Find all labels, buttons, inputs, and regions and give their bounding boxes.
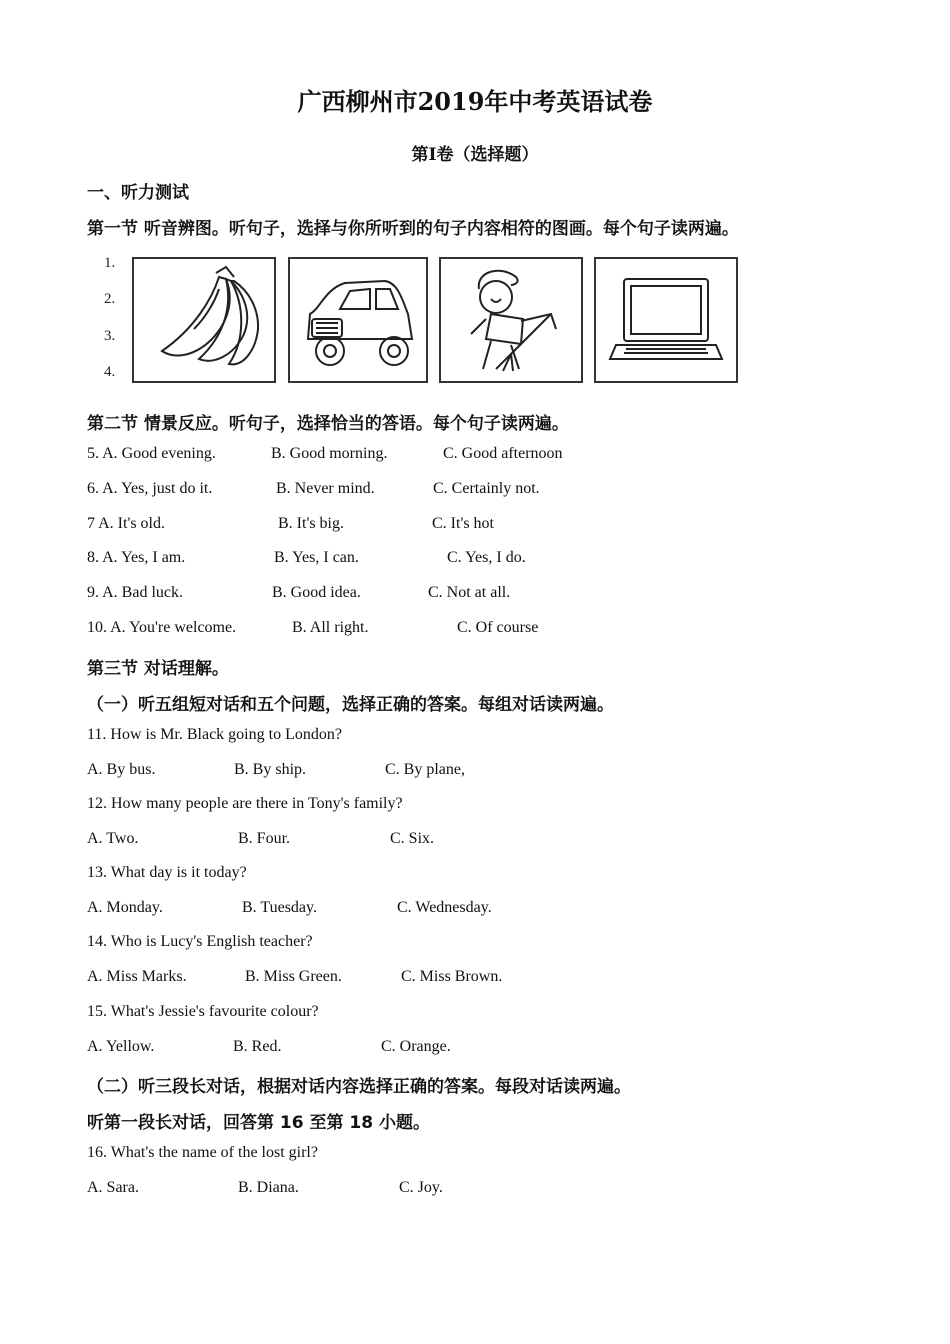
option-b: B. Never mind. bbox=[276, 480, 375, 497]
question-15: 15. What's Jessie's favourite colour? bbox=[87, 1003, 319, 1020]
option-a: 8. A. Yes, I am. bbox=[87, 549, 186, 566]
option-c: C. Of course bbox=[457, 619, 539, 636]
question-6-options bbox=[87, 480, 847, 502]
banana-icon bbox=[134, 259, 274, 381]
car-picture bbox=[288, 257, 428, 383]
section2-heading: 第二节 情景反应。听句子，选择恰当的答语。每个句子读两遍。 bbox=[87, 414, 569, 434]
option-a: A. Yellow. bbox=[87, 1038, 155, 1055]
option-c: C. Six. bbox=[390, 830, 435, 847]
option-a: 6. A. Yes, just do it. bbox=[87, 480, 213, 497]
question-7-options bbox=[87, 515, 847, 537]
option-b: B. Miss Green. bbox=[245, 968, 342, 985]
option-c: C. Miss Brown. bbox=[401, 968, 503, 985]
boy-sweeping-icon bbox=[441, 259, 581, 381]
option-b: B. Four. bbox=[238, 830, 291, 847]
part1-heading: 一、听力测试 bbox=[87, 183, 189, 203]
option-a: 10. A. You're welcome. bbox=[87, 619, 237, 636]
question-11-options bbox=[87, 761, 847, 783]
option-a: A. Two. bbox=[87, 830, 139, 847]
car-icon bbox=[290, 259, 426, 381]
option-c: C. Orange. bbox=[381, 1038, 451, 1055]
picture-number: 4. bbox=[104, 364, 116, 380]
option-a: A. Monday. bbox=[87, 899, 163, 916]
section3-heading: 第三节 对话理解。 bbox=[87, 659, 229, 679]
option-c: C. Yes, I do. bbox=[447, 549, 526, 566]
option-a: A. Sara. bbox=[87, 1179, 139, 1196]
question-8-options bbox=[87, 549, 847, 571]
question-16-options bbox=[87, 1179, 847, 1201]
picture-row bbox=[100, 250, 740, 388]
page-title: 广西柳州市2019年中考英语试卷 bbox=[297, 87, 653, 116]
option-c: C. Certainly not. bbox=[433, 480, 540, 497]
option-c: C. It's hot bbox=[432, 515, 494, 532]
section3-sub2: （二）听三段长对话，根据对话内容选择正确的答案。每段对话读两遍。 bbox=[87, 1077, 631, 1097]
question-11: 11. How is Mr. Black going to London? bbox=[87, 726, 342, 743]
question-16: 16. What's the name of the lost girl? bbox=[87, 1144, 318, 1161]
question-12-options bbox=[87, 830, 847, 852]
option-b: B. Diana. bbox=[238, 1179, 299, 1196]
option-c: C. Wednesday. bbox=[397, 899, 492, 916]
option-b: B. Yes, I can. bbox=[274, 549, 359, 566]
boy-sweeping-picture bbox=[439, 257, 583, 383]
laptop-picture bbox=[594, 257, 738, 383]
section3-sub2-intro: 听第一段长对话，回答第 16 至第 18 小题。 bbox=[87, 1113, 430, 1133]
option-b: B. Good idea. bbox=[272, 584, 361, 601]
option-a: 5. A. Good evening. bbox=[87, 445, 216, 462]
option-b: B. All right. bbox=[292, 619, 369, 636]
option-a: A. Miss Marks. bbox=[87, 968, 187, 985]
question-15-options bbox=[87, 1038, 847, 1060]
option-c: C. By plane, bbox=[385, 761, 465, 778]
option-c: C. Not at all. bbox=[428, 584, 511, 601]
option-a: 7 A. It's old. bbox=[87, 515, 165, 532]
picture-number: 3. bbox=[104, 328, 116, 344]
option-a: 9. A. Bad luck. bbox=[87, 584, 183, 601]
section1-heading: 第一节 听音辨图。听句子，选择与你所听到的句子内容相符的图画。每个句子读两遍。 bbox=[87, 219, 739, 239]
question-13: 13. What day is it today? bbox=[87, 864, 247, 881]
option-b: B. Red. bbox=[233, 1038, 282, 1055]
picture-number: 2. bbox=[104, 291, 116, 307]
option-b: B. It's big. bbox=[278, 515, 344, 532]
banana-picture bbox=[132, 257, 276, 383]
paper-subtitle: 第I卷（选择题） bbox=[411, 145, 539, 165]
laptop-icon bbox=[596, 259, 736, 381]
question-10-options bbox=[87, 619, 847, 641]
option-c: C. Joy. bbox=[399, 1179, 443, 1196]
question-12: 12. How many people are there in Tony's family? bbox=[87, 795, 403, 812]
section3-sub1: （一）听五组短对话和五个问题，选择正确的答案。每组对话读两遍。 bbox=[87, 695, 614, 715]
picture-number: 1. bbox=[104, 255, 116, 271]
question-14-options bbox=[87, 968, 847, 990]
question-13-options bbox=[87, 899, 847, 921]
question-14: 14. Who is Lucy's English teacher? bbox=[87, 933, 313, 950]
option-c: C. Good afternoon bbox=[443, 445, 563, 462]
option-b: B. By ship. bbox=[234, 761, 307, 778]
option-b: B. Good morning. bbox=[271, 445, 388, 462]
question-5-options bbox=[87, 445, 847, 467]
question-9-options bbox=[87, 584, 847, 606]
option-b: B. Tuesday. bbox=[242, 899, 317, 916]
option-a: A. By bus. bbox=[87, 761, 156, 778]
